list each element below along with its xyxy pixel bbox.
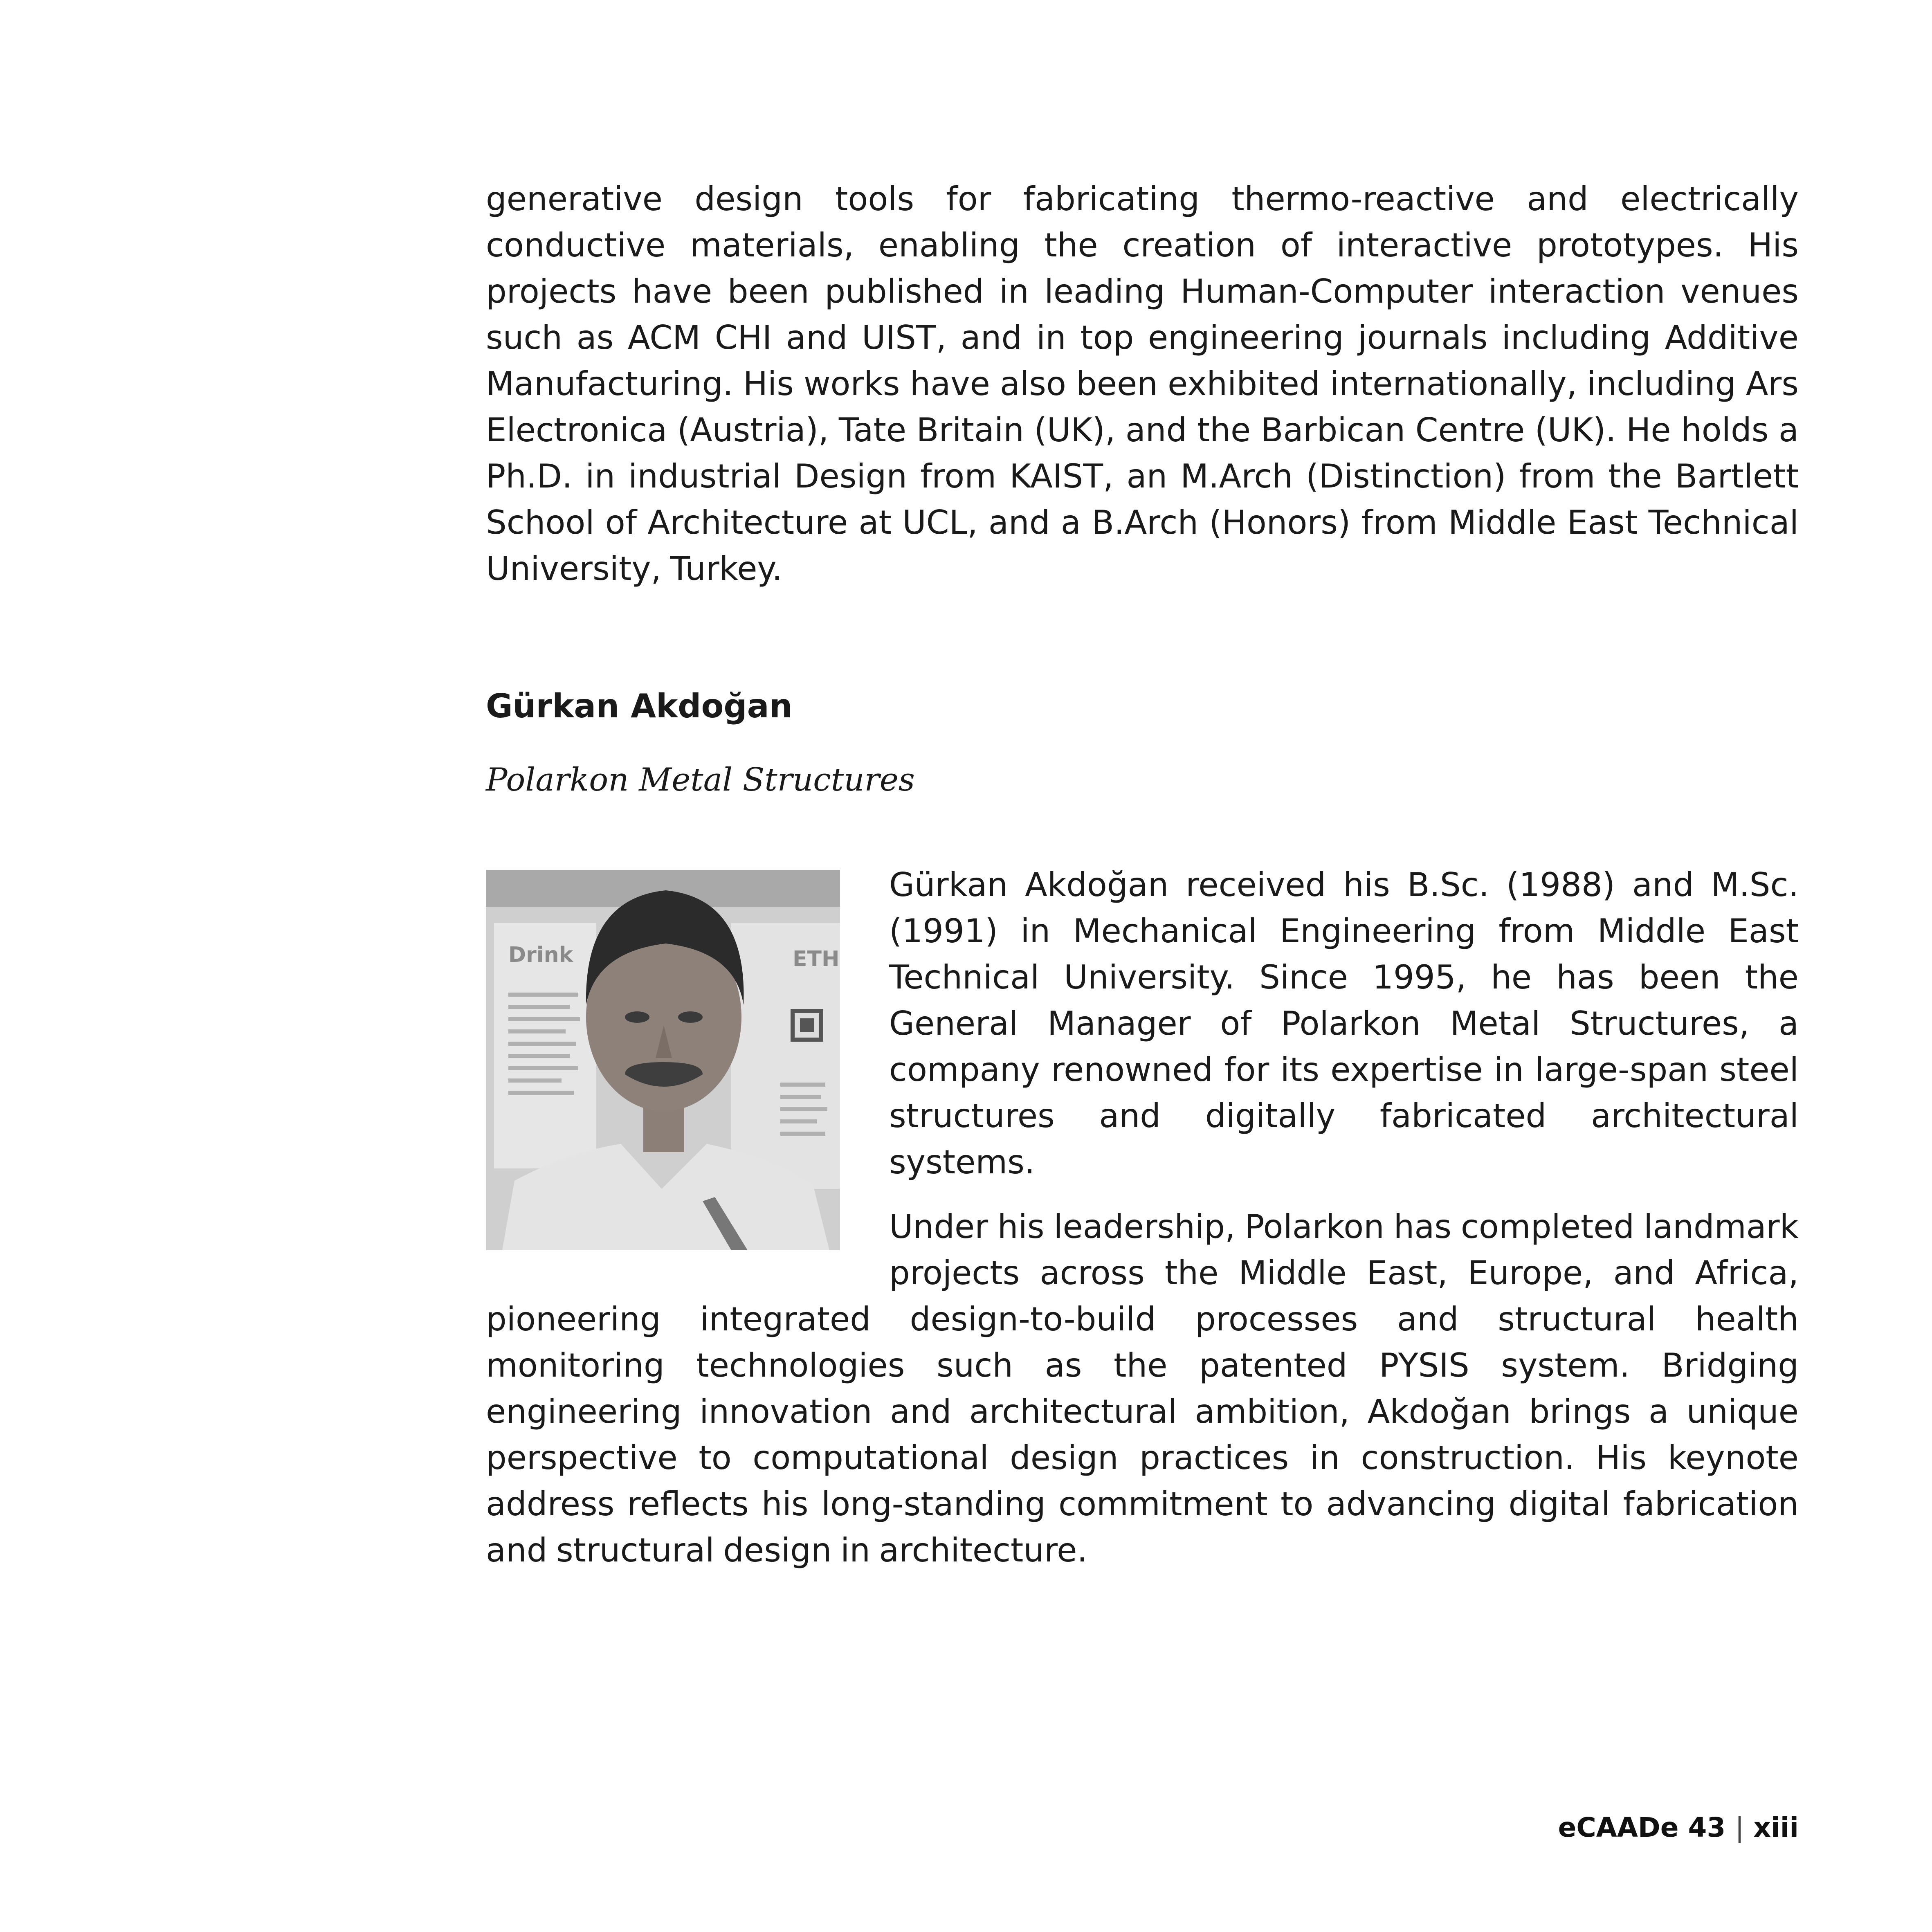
page-footer xyxy=(1558,1812,1799,1843)
speaker-name: Gürkan Akdoğan xyxy=(486,687,793,725)
footer-separator: | xyxy=(1735,1812,1744,1843)
speaker-affiliation: Polarkon Metal Structures xyxy=(486,762,915,798)
bio-paragraph-1: Gürkan Akdoğan received his B.Sc. (1988) and M.Sc. (1991) in Mechanical Engineering from Middle East Technical University. Since 1995, he has been the General Manager of Polarkon Metal Structures, a company renowned for its expertise in large-span steel structures and digitally fabricated architectural systems. xyxy=(889,866,1799,1181)
poster-text-left: Drink xyxy=(508,943,573,967)
footer-page-number: xiii xyxy=(1753,1812,1799,1843)
footer-publication: eCAADe 43 xyxy=(1558,1812,1726,1843)
page-content xyxy=(486,176,1799,1573)
speaker-photo xyxy=(486,870,840,1250)
bio-paragraph-2: Under his leadership, Polarkon has completed landmark projects across the Middle East, Europe, and Africa, pioneering integrated design-to-build processes and structural health monitoring technologies such as the patented PYSIS system. Bridging engineering innovation and architectural ambition, Akdoğan brings a unique perspective to computational design practices in construction. His keynote address reflects his long-standing commitment to advancing digital fabrication and structural design in architecture. xyxy=(486,1208,1799,1569)
intro-paragraph: generative design tools for fabricating thermo-reactive and electrically conductive materials, enabling the creation of interactive prototypes. His projects have been published in leading Human-Computer interaction venues such as ACM CHI and UIST, and in top engineering journals including Additive Manufacturing. His works have also been exhibited internationally, including Ars Electronica (Austria), Tate Britain (UK), and the Barbican Centre (UK). He holds a Ph.D. in industrial Design from KAIST, an M.Arch (Distinction) from the Bartlett School of Architecture at UCL, and a B.Arch (Honors) from Middle East Technical University, Turkey. xyxy=(486,180,1799,588)
speaker-photo-image xyxy=(486,870,840,1250)
poster-text-right: ETH xyxy=(793,947,840,971)
